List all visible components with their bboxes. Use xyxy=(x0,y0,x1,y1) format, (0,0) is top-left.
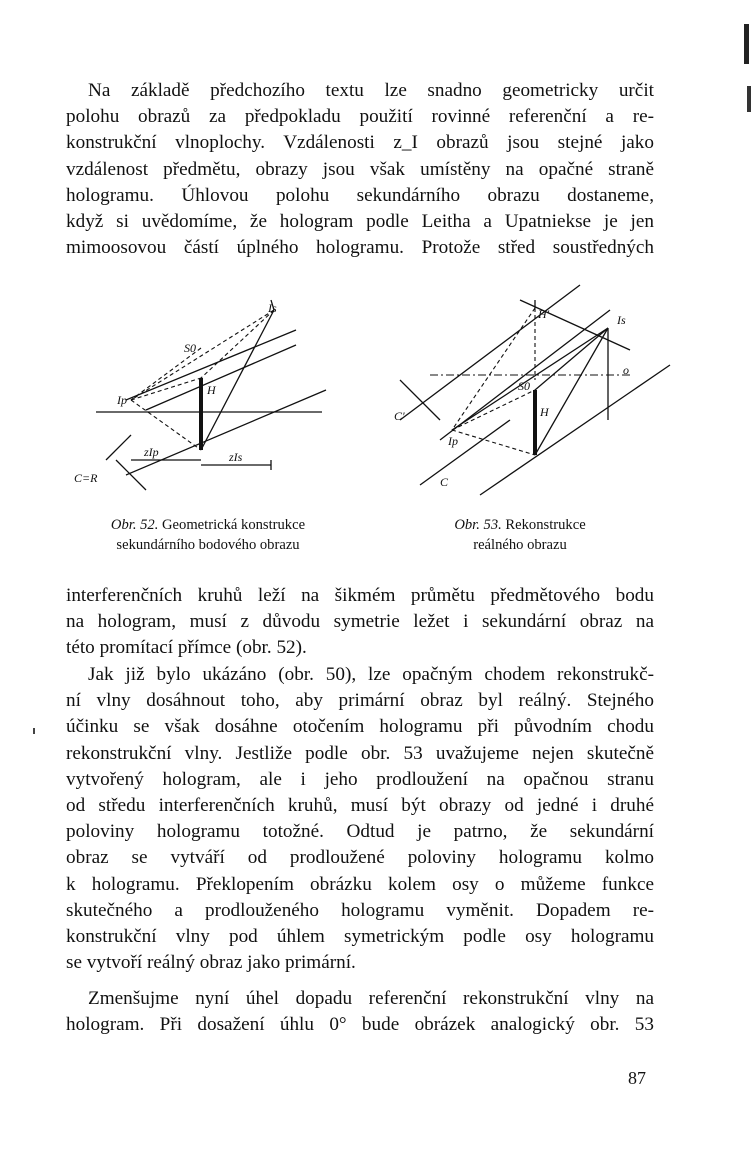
label-C: C xyxy=(440,475,449,489)
text-line: Zmenšujme nyní úhel dopadu referenční rekonstrukční vlny na xyxy=(88,988,654,1009)
dashed-ray xyxy=(452,390,535,430)
label-zIp: zIp xyxy=(144,445,159,459)
text-line: se vytvoří reálný obraz jako primární. xyxy=(66,952,356,974)
slanted-line xyxy=(400,285,580,420)
paragraph-4 xyxy=(66,986,654,1038)
text-line: mimoosovou částí úplného hologramu. Protože střed soustředných xyxy=(66,237,654,259)
paragraph-3 xyxy=(66,662,654,976)
text-line: interferenčních kruhů leží na šikmém průmětu předmětového bodu xyxy=(66,585,654,606)
text-line: skutečného a prodlouženého hologramu vyměnit. Dopadem re- xyxy=(66,899,654,921)
figure-53-caption xyxy=(410,515,630,555)
text-line: konstrukční vlny pod úhlem symetrickým podle osy hologramu xyxy=(66,926,654,948)
text-line: vytvořený hologram, ale i jeho prodloužení na opačnou stranu xyxy=(66,768,654,790)
label-zIs: zIs xyxy=(229,450,243,464)
scan-speck xyxy=(33,728,35,734)
text-line: poloviny hologramu totožné. Odtud je patrno, že sekundární xyxy=(66,821,654,843)
text-line: polohu obrazů za předpokladu použití rovinné referenční a re- xyxy=(66,106,654,128)
label-Ip: Ip xyxy=(117,393,127,407)
figure-53 xyxy=(380,280,680,510)
caption-label: Obr. 53. xyxy=(454,517,502,533)
text-line: obraz se vytváří od prodloužené poloviny hologramu kolmo xyxy=(66,847,654,869)
label-H: H xyxy=(207,383,216,397)
slanted-line xyxy=(420,420,510,485)
dashed-ray xyxy=(131,400,201,450)
text-line: vzdálenost předmětu, obrazy jsou však umístěny na opačné straně xyxy=(66,158,654,180)
label-Is: Is xyxy=(268,301,277,315)
caption-text: reálného obrazu xyxy=(473,537,567,553)
caption-label: Obr. 52. xyxy=(110,517,159,533)
slanted-line xyxy=(520,300,630,350)
text-line: od středu interferenčních kruhů, musí být obrazy od jedné i druhé xyxy=(66,795,654,817)
slanted-line xyxy=(106,435,131,460)
paragraph-1 xyxy=(66,78,654,261)
text-line: konstrukční vlnoplochy. Vzdálenosti z_I obrazů jsou stejné jako xyxy=(66,132,654,154)
scan-edge-mark xyxy=(744,24,749,64)
caption-text: sekundárního bodového obrazu xyxy=(116,537,300,553)
text-line: Na základě předchozího textu lze snadno geometricky určit xyxy=(88,80,654,101)
label-S0: S0 xyxy=(184,341,196,355)
text-line: hologramu. Úhlovou polohu sekundárního obrazu dostaneme, xyxy=(66,184,654,206)
dashed-ray xyxy=(452,430,535,455)
label-H: H xyxy=(540,405,549,419)
figure-52-caption xyxy=(66,515,350,555)
slanted-line xyxy=(146,345,296,410)
ray-line xyxy=(201,310,274,450)
caption-text: Geometrická konstrukce xyxy=(162,517,306,533)
slanted-line xyxy=(116,460,146,490)
label-H-prime: H' xyxy=(538,307,550,321)
caption-text: Rekonstrukce xyxy=(505,517,586,533)
dashed-ray xyxy=(452,308,535,430)
label-Ip: Ip xyxy=(448,434,458,448)
label-C-prime: C' xyxy=(394,409,405,423)
ray-line xyxy=(535,328,608,455)
text-line: této promítací přímce (obr. 52). xyxy=(66,637,307,659)
dashed-ray xyxy=(131,378,201,400)
label-C-R: C=R xyxy=(74,471,98,485)
text-line: hologram. Při dosažení úhlu 0° bude obrázek analogický obr. 53 xyxy=(66,1014,654,1036)
page-number: 87 xyxy=(628,1068,646,1088)
slanted-line xyxy=(400,380,440,420)
text-line: účinku se však dosáhne otočením hologramu při původním chodu xyxy=(66,716,654,738)
text-line: když si uvědomíme, že hologram podle Leitha a Upatniekse je jen xyxy=(66,211,654,233)
label-o: o xyxy=(623,363,629,377)
text-line: ní vlny dosáhnout toho, aby primární obraz byl reálný. Stejného xyxy=(66,690,654,712)
ray-line xyxy=(452,328,608,430)
paragraph-2 xyxy=(66,583,654,662)
text-line: k hologramu. Překlopením obrázku kolem osy o můžeme funkce xyxy=(66,873,654,895)
label-S0: S0 xyxy=(518,379,530,393)
label-Is: Is xyxy=(617,313,626,327)
figure-52 xyxy=(74,290,346,510)
text-line: na hologram, musí z důvodu symetrie ležet i sekundární obraz na xyxy=(66,611,654,633)
scan-edge-mark xyxy=(747,86,751,112)
text-line: rekonstrukční vlny. Jestliže podle obr. 53 uvažujeme nejen skutečně xyxy=(66,742,654,764)
text-line: Jak již bylo ukázáno (obr. 50), lze opačným chodem rekonstrukč- xyxy=(88,664,654,685)
